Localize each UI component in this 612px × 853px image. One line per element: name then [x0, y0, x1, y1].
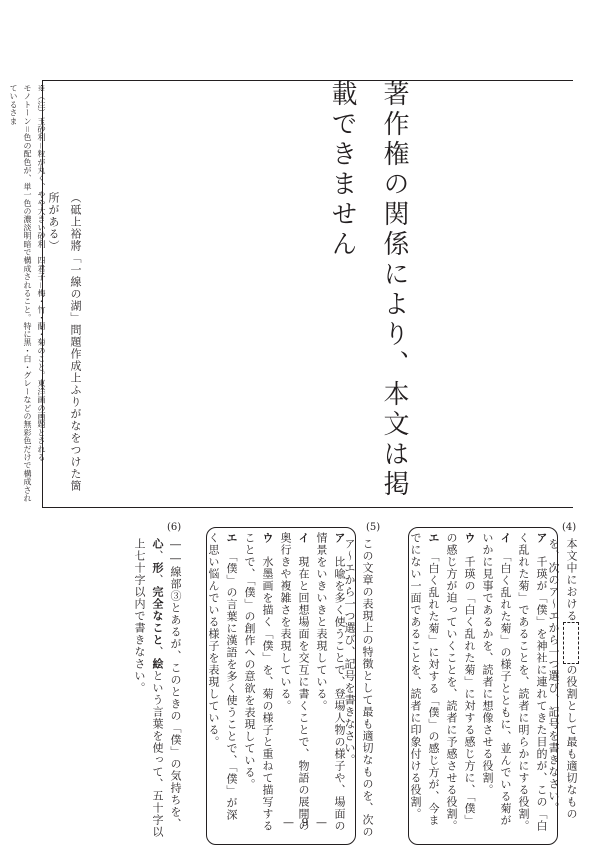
choice-text: 「僕」の言葉に漢語を多く使うことで、「僕」が深く思い悩んでいる様子を表現している。	[207, 532, 238, 821]
keyword-kanzen: 完全なこと	[151, 586, 164, 646]
question-6-prompt-part-1: ――線部③とあるが、このときの「僕」の気持ちを、	[169, 538, 182, 830]
footnote-line-1: ※（注）玉砂利＝粒が丸く、やや大きい砂利 四君子＝梅・竹・蘭・菊のこと。東洋画の画題とされる	[37, 84, 46, 462]
upper-text-frame	[42, 80, 573, 508]
keyword-katachi: 形	[151, 562, 164, 574]
question-5-number: (5)	[366, 522, 381, 533]
choice-text: 水墨画を描く「僕」を、菊の様子と重ねて描写することで、「僕」の創作への意欲を表現している。	[243, 532, 274, 832]
choice-key: ウ	[463, 532, 476, 544]
choice-text: 「白く乱れた菊」に対する「僕」の感じ方が、今までにない一面であることを、読者に印象付ける役割。	[409, 532, 440, 827]
question-6-number: (6)	[167, 522, 182, 533]
choice-e	[406, 532, 442, 832]
choice-text: 千瑛の「白く乱れた菊」に対する感じ方に、「僕」の感じ方が迫っていくことを、読者に予感させる役割。	[445, 532, 476, 832]
choice-key: エ	[225, 532, 238, 544]
choice-text: 現在と回想場面を交互に書くことで、物語の展開の奥行きや複雑さを表現している。	[279, 532, 310, 832]
choice-key: ウ	[261, 532, 274, 544]
choice-text: 「白く乱れた菊」の様子とともに、並んでいる菊がいかに見事であるかを、読者に想像させる役割。	[481, 532, 512, 827]
footnote-line-2: モノトーン＝色の配色が、単一色の濃淡明暗で構成されること。特に黒・白・グレーなどの無彩色だけで構成されているさま	[9, 84, 32, 503]
blank-box	[563, 622, 579, 664]
question-5-choices	[208, 532, 348, 832]
keyword-separator: 、	[151, 574, 164, 586]
keyword-kokoro: 心	[151, 538, 164, 550]
question-4-prompt-part-1: 本文中における	[565, 538, 578, 622]
source-citation: （砥上裕將「一線の湖」問題作成上ふりがなをつけた箇所がある）	[47, 192, 82, 492]
choice-i	[276, 532, 312, 832]
choice-key: イ	[297, 532, 310, 544]
keyword-separator: 、	[151, 646, 164, 658]
choice-text: 比喩を多く使うことで、登場人物の様子や、場面の情景をいきいきと表現している。	[315, 532, 346, 832]
choice-key: イ	[499, 532, 512, 544]
choice-u	[442, 532, 478, 832]
choice-a	[514, 532, 550, 832]
question-6-prompt-part-2: という言葉を使って、五十字以上七十字以内で書きなさい。	[133, 538, 164, 838]
copyright-notice: 著作権の関係により、本文は掲載できません	[327, 80, 409, 500]
choice-a	[312, 532, 348, 832]
question-4-number: (4)	[562, 522, 577, 533]
page-number: — 9 —	[283, 816, 329, 829]
question-4-prompt-part-2: の役割として最も適切なものを、次のア〜エから一つ選び、記号を書きなさい。	[547, 538, 578, 820]
choice-e	[204, 532, 240, 832]
choice-key: ア	[333, 532, 346, 544]
keyword-separator: 、	[151, 550, 164, 562]
question-5-prompt: この文章の表現上の特徴として最も適切なものを、次のア〜エから一つ選び、記号を書きなさい。	[343, 538, 374, 838]
question-4-choices	[410, 532, 550, 832]
choice-text: 千瑛が「僕」を神社に連れてきた目的が、この「白く乱れた菊」であることを、読者に明らかにする役割。	[517, 532, 548, 832]
choice-key: ア	[535, 532, 548, 544]
choice-i	[478, 532, 514, 832]
question-6-prompt	[108, 538, 184, 838]
choice-u	[240, 532, 276, 832]
choice-key: エ	[427, 532, 440, 544]
keyword-e: 絵	[151, 658, 164, 670]
